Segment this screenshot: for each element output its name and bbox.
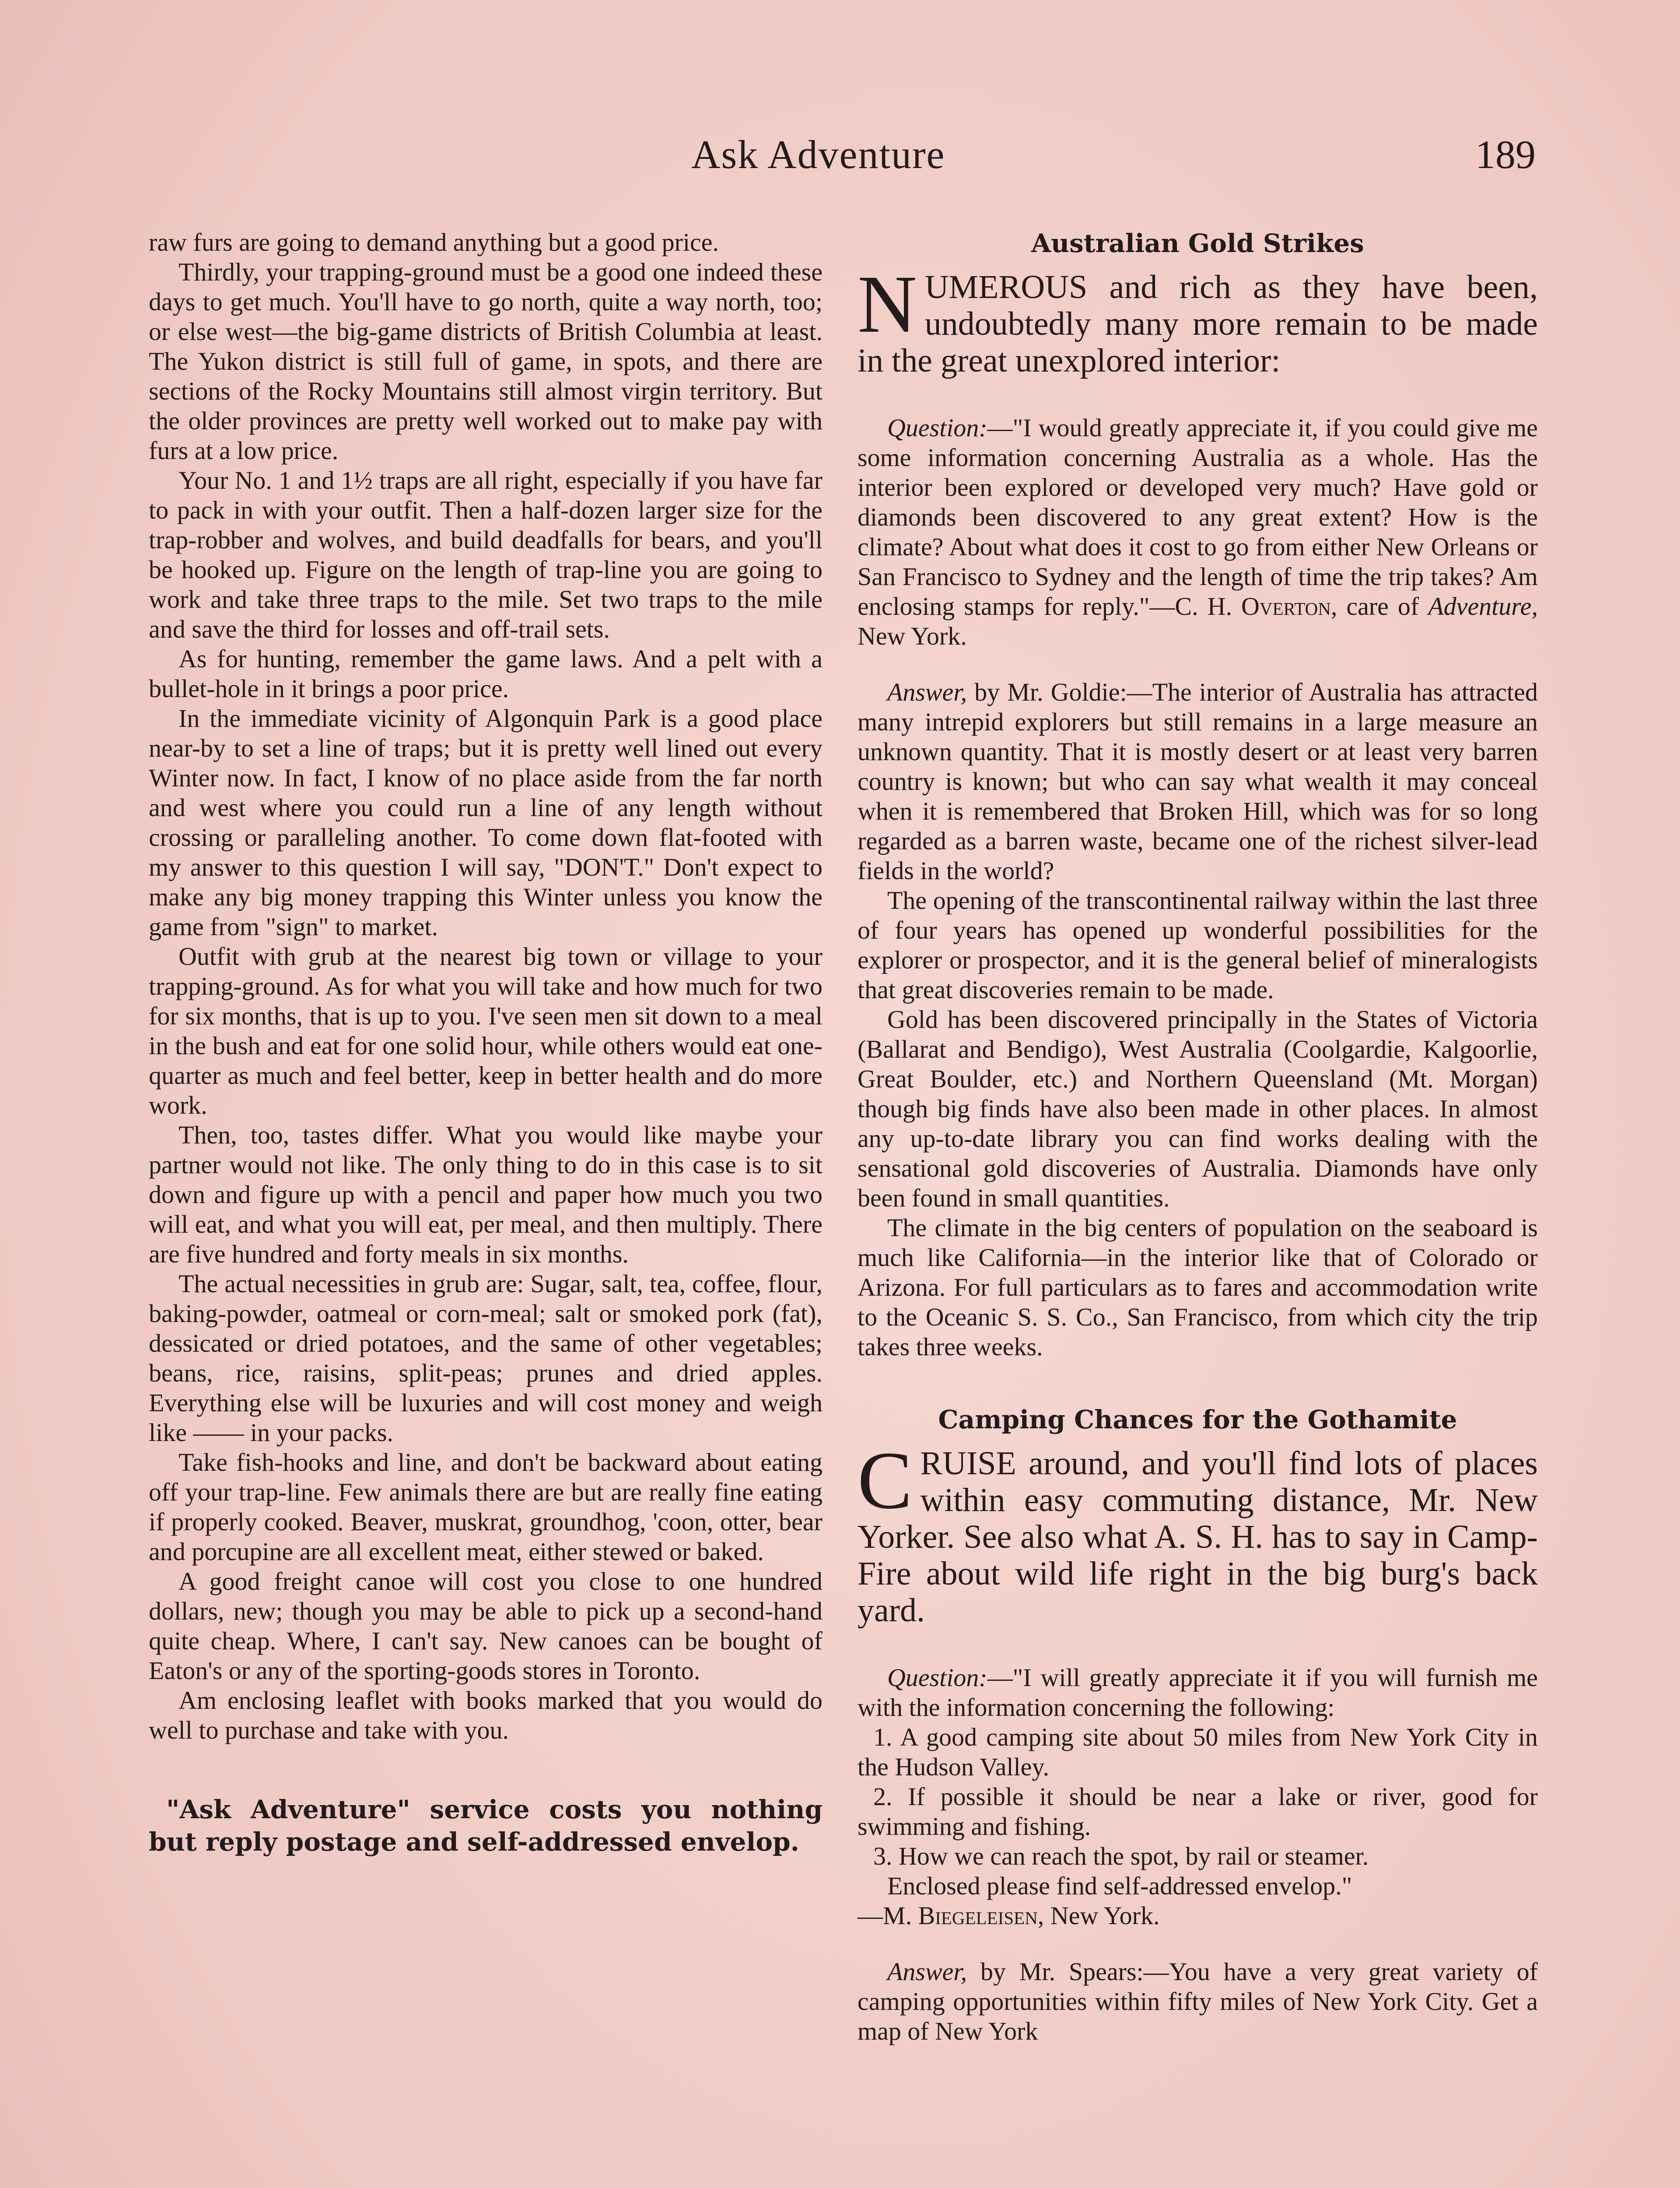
question-label: Question: <box>887 414 987 442</box>
list-item: 2. If possible it should be near a lake or river, good for swimming and fishing. <box>858 1782 1538 1841</box>
service-notice: "Ask Adventure" service costs you nothing but reply postage and self-addressed envelop. <box>149 1795 822 1857</box>
answer <box>858 677 1538 886</box>
paragraph: The climate in the big centers of population on the seaboard is much like California—in the interior like that of Colorado or Arizona. For full particulars as to fares and accommodation write to the Oceanic S. S. Co., San Francisco, from which city the trip takes three weeks. <box>858 1213 1538 1361</box>
paragraph: Gold has been discovered principally in the States of Victoria (Ballarat and Bendigo), West Australia (Coolgardie, Kalgoorlie, Great Boulder, etc.) and Northern Queensland (Mt. Morgan) though big finds have also been made in other places. In almost any up-to-date library you can find works dealing with the sensational gold discoveries of Australia. Diamonds have only been found in small quantities. <box>858 1005 1538 1212</box>
answer-label: Answer, <box>887 1957 967 1986</box>
paragraph: The opening of the transcontinental railway within the last three of four years has opened up wonderful possibilities for the explorer or prospector, and it is the general belief of mineralogists that great discoveries remain to be made. <box>858 886 1538 1004</box>
signature-name: Biegeleisen, <box>918 1901 1044 1930</box>
answer-label: Answer, <box>887 678 967 706</box>
answer-text: by Mr. Goldie:—The interior of Australia has attracted many intrepid explorers but still remains in a large measure an unknown quantity. That it is mostly desert or at least very barren country is known; but who can say what wealth it may conceal when it is remembered that Broken Hill, which was for so long regarded as a barren waste, became one of the richest silver-lead fields in the world? <box>858 678 1538 885</box>
section-lead <box>858 258 1538 379</box>
magazine-name: Adventure, <box>1428 592 1538 621</box>
lead-text: RUISE around, and you'll find lots of places within easy commuting distance, Mr. New Yorker. See also what A. S. H. has to say in Camp-Fire about wild life right in the big burg's back yard. <box>858 1445 1538 1629</box>
paragraph: Your No. 1 and 1½ traps are all right, especially if you have far to pack in with your outfit. Then a half-dozen larger size for the trap-robber and wolves, and build deadfalls for bears, and you'll be hooked up. Figure on the length of trap-line you are going to work and take three traps to the mile. Set two traps to the mile and save the third for losses and off-trail sets. <box>149 466 822 643</box>
spacer <box>858 651 1538 677</box>
question <box>858 413 1538 651</box>
answer <box>858 1957 1538 2046</box>
signature-prefix: —M. <box>858 1901 918 1930</box>
question-text: —"I will greatly appreciate it if you will furnish me with the information concerning the following: <box>858 1663 1538 1722</box>
paragraph: In the immediate vicinity of Algonquin Park is a good place near-by to set a line of traps; but it is pretty well lined out every Winter now. In fact, I know of no place aside from the far north and west where you could run a line of any length without crossing or paralleling another. To come down flat-footed with my answer to this question I will say, "DON'T." Don't expect to make any big money trapping this Winter unless you know the game from "sign" to market. <box>149 704 822 941</box>
paragraph: Then, too, tastes differ. What you would like maybe your partner would not like. The only thing to do in this case is to sit down and figure up with a pencil and paper how much you two will eat, and what you will eat, per meal, and then multiply. There are five hundred and forty meals in six months. <box>149 1121 822 1268</box>
paragraph: As for hunting, remember the game laws. And a pelt with a bullet-hole in it brings a poor price. <box>149 645 822 703</box>
question-tail: New York. <box>858 622 967 650</box>
list-item: 1. A good camping site about 50 miles from New York City in the Hudson Valley. <box>858 1723 1538 1781</box>
paragraph: Thirdly, your trapping-ground must be a good one indeed these days to get much. You'll have to go north, quite a way north, too; or else west—the big-game districts of British Columbia at least. The Yukon district is still full of game, in spots, and there are sections of the Rocky Mountains still almost virgin territory. But the older provinces are pretty well worked out to make pay with furs at a low price. <box>149 258 822 465</box>
section-title: Camping Chances for the Gothamite <box>938 1405 1457 1434</box>
lead-text: UMEROUS and rich as they have been, undoubtedly many more remain to be made in the great unexplored interior: <box>858 269 1538 379</box>
question-label: Question: <box>887 1663 987 1692</box>
question <box>858 1663 1538 1722</box>
list-item: 3. How we can reach the spot, by rail or steamer. <box>873 1842 1369 1870</box>
page-number: 189 <box>1475 132 1536 177</box>
spacer <box>858 1931 1538 1957</box>
signature-suffix: New York. <box>1044 1901 1160 1930</box>
enclosed-note: Enclosed please find self-addressed envelop." <box>887 1872 1352 1900</box>
answer-text: by Mr. Spears:—You have a very great variety of camping opportunities within fifty miles of New York City. Get a map of New York <box>858 1957 1538 2045</box>
section-title: Australian Gold Strikes <box>1031 228 1364 258</box>
section-gothamite <box>858 1404 1538 2046</box>
paragraph: Take fish-hooks and line, and don't be backward about eating off your trap-line. Few animals there are but are really fine eating if properly cooked. Beaver, muskrat, groundhog, 'coon, otter, bear and porcupine are all excellent meat, either stewed or baked. <box>149 1448 822 1566</box>
section-lead <box>858 1434 1538 1629</box>
paragraph: Am enclosing leaflet with books marked that you would do well to purchase and take with you. <box>149 1686 822 1744</box>
paragraph: raw furs are going to demand anything but a good price. <box>149 228 719 256</box>
question-signature: Overton, <box>1241 592 1337 621</box>
running-title: Ask Adventure <box>691 132 945 177</box>
drop-cap: C <box>858 1434 913 1526</box>
paragraph: A good freight canoe will cost you close to one hundred dollars, new; though you may be able to pick up a second-hand quite cheap. Where, I can't say. New canoes can be bought of Eaton's or any of the sporting-goods stores in Toronto. <box>149 1567 822 1685</box>
section-australian-gold <box>858 228 1538 1362</box>
section-spacer <box>858 1362 1538 1404</box>
paragraph: The actual necessities in grub are: Sugar, salt, tea, coffee, flour, baking-powder, oatmeal or corn-meal; salt or smoked pork (fat), dessicated or dried potatoes, and the same of other vegetables; beans, rice, raisins, split-peas; prunes and dried apples. Everything else will be luxuries and will cost money and weigh like —— in your packs. <box>149 1269 822 1447</box>
right-column <box>858 228 1538 2046</box>
running-head <box>0 131 1680 193</box>
paragraph: Outfit with grub at the nearest big town or village to your trapping-ground. As for what you will take and how much for two for six months, that is up to you. I've seen men sit down to a meal in the bush and eat for one solid hour, while others would eat one-quarter as much and feel better, keep in better health and do more work. <box>149 942 822 1119</box>
drop-cap: N <box>858 258 917 350</box>
question-text: —"I would greatly appreciate it, if you could give me some information concerning Australia as a whole. Has the interior been explored or developed very much? Have gold or diamonds been discovered to any great extent? How is the climate? About what does it cost to go from either New Orleans or San Francisco to Sydney and the length of time the trip takes? Am enclosing stamps for reply."—C. H. <box>858 414 1538 621</box>
question-tail: care of <box>1346 592 1428 621</box>
signature <box>858 1901 1538 1931</box>
left-column <box>149 228 822 1858</box>
